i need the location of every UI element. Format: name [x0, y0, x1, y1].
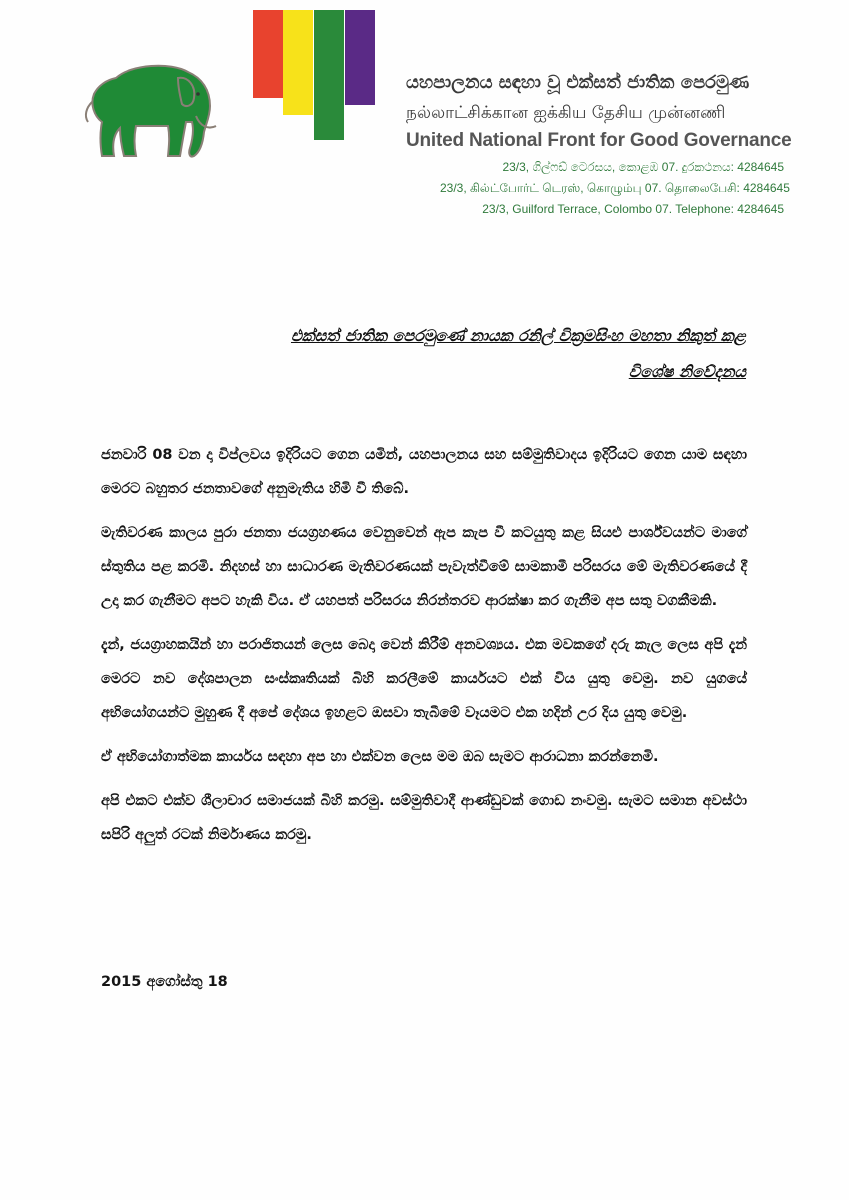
paragraph: ජනවාරි 08 වන දා විප්ලවය ඉදිරියට ගෙන යමින්, යහපාලනය සහ සම්මුතිවාදය ඉදිරියට ගෙන යාම සඳහා මෙරට බහුතර ජනතාවගේ අනුමැතිය හිමි වී තිබේ. [101, 447, 747, 497]
paragraph: අපි එකට එක්ව ශීලාචාර සමාජයක් බිහි කරමු. සම්මුතිවාදී ආණ්ඩුවක් ගොඩ නංවමු. සැමට සමාන අවස්ථා සපිරි අලුත් රටක් නිර්මාණය කරමු. [101, 793, 747, 843]
document-date: 2015 අගෝස්තු 18 [101, 974, 228, 990]
elephant-icon [76, 56, 220, 162]
org-name-sinhala: යහපාලනය සඳහා වූ එක්සත් ජාතික පෙරමුණ [406, 72, 750, 93]
paragraph: මැතිවරණ කාලය පුරා ජනතා ජයග්‍රහණය වෙනුවෙන් ඇප කැප වී කටයුතු කළ සියළු පාර්ශ්වයන්ට මාගේ ස්තුතිය පළ කරමි. නිදහස් හා සාධාරණ මැතිවරණයක් පැවැත්වීමේ සාමකාමී පරිසරය මේ මැතිවරණයේ දී උදා කර ගැනීමට අපට හැකි විය. ඒ යහපත් පරිසරය නිරන්තරව ආරක්ෂා කර ගැනීම අප සතු වගකීමකි. [101, 525, 747, 609]
address-sinhala: 23/3, ගිල්ෆඩ් ටෙරසය, කොළඹ 07. දුරකථනය: 4284645 [502, 160, 784, 174]
paragraph: දැන්, ජයග්‍රාහකයින් හා පරාජිතයන් ලෙස බෙදා වෙන් කිරීම් අනවශ්‍යය. එක මවකගේ දරු කැල ලෙස අපි දැන් මෙරට නව දේශපාලන සංස්කෘතියක් බිහි කරලීමේ කාර්යයට එක් විය යුතු වෙමු. නව යුගයේ අභියෝගයන්ට මුහුණ දී අපේ දේශය ඉහළට ඔසවා තැබීමේ වෑයමට එක හදින් උර දිය යුතු වෙමු. [101, 637, 747, 721]
paragraph: ඒ අභියෝගාත්මක කාර්යය සඳහා අප හා එක්වන ලෙස මම ඔබ සැමට ආරාධනා කරන්නෙමි. [101, 749, 659, 765]
address-english: 23/3, Guilford Terrace, Colombo 07. Telephone: 4284645 [482, 202, 784, 216]
bar-red [253, 10, 283, 98]
bar-yellow [283, 10, 313, 115]
address-tamil: 23/3, கில்ட்போர்ட் டெரஸ், கொழும்பு 07. தொலைபேசி: 4284645 [440, 181, 790, 195]
document-body [101, 438, 747, 862]
org-name-english: United National Front for Good Governance [406, 130, 792, 151]
org-name-tamil: நல்லாட்சிக்கான ஐக்கிய தேசிய முன்னணி [406, 103, 726, 123]
bar-purple [345, 10, 375, 105]
party-color-bars [253, 10, 375, 142]
document-title-line1: එක්සත් ජාතික පෙරමුණේ නායක රනිල් වික්‍රමසිංහ මහතා නිකුත් කළ [290, 326, 746, 345]
document-title-line2: විශේෂ නිවේදනය [628, 362, 746, 381]
bar-green [314, 10, 344, 140]
